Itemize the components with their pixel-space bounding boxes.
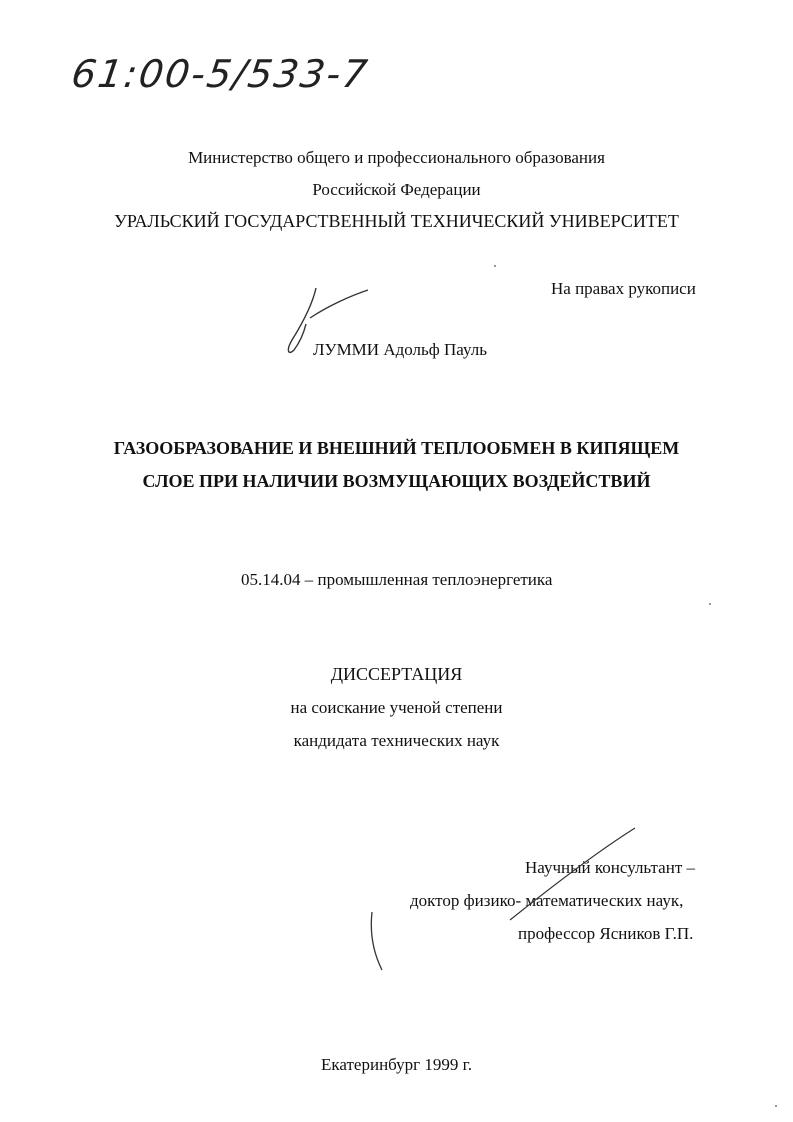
dissertation-label: ДИССЕРТАЦИЯ	[330, 664, 463, 684]
degree-purpose: на соискание ученой степени	[290, 698, 503, 717]
country-line: Российской Федерации	[312, 180, 481, 199]
city-year: Екатеринбург 1999 г.	[321, 1055, 472, 1074]
specialty-line: 05.14.04 – промышленная теплоэнергетика	[241, 570, 553, 589]
degree-name: кандидата технических наук	[293, 731, 500, 750]
scan-speck	[709, 603, 711, 605]
advisor-degree: доктор физико- математических наук,	[410, 891, 684, 910]
scan-speck	[775, 1105, 777, 1107]
advisor-role: Научный консультант –	[525, 858, 695, 877]
thesis-title-line-1: ГАЗООБРАЗОВАНИЕ И ВНЕШНИЙ ТЕПЛООБМЕН В КИПЯЩЕМ	[113, 438, 680, 458]
manuscript-rights: На правах рукописи	[551, 279, 696, 298]
thesis-title-line-2: СЛОЕ ПРИ НАЛИЧИИ ВОЗМУЩАЮЩИХ ВОЗДЕЙСТВИЙ	[142, 471, 651, 491]
university-name: УРАЛЬСКИЙ ГОСУДАРСТВЕННЫЙ ТЕХНИЧЕСКИЙ УНИВЕРСИТЕТ	[114, 211, 679, 231]
ministry-line: Министерство общего и профессионального образования	[188, 148, 605, 167]
advisor-name: профессор Ясников Г.П.	[518, 924, 694, 943]
advisor-signature	[360, 820, 660, 980]
author-name: ЛУММИ Адольф Пауль	[313, 340, 487, 359]
scan-speck	[494, 265, 496, 267]
archive-code: 61:00-5/533-7	[68, 52, 372, 96]
